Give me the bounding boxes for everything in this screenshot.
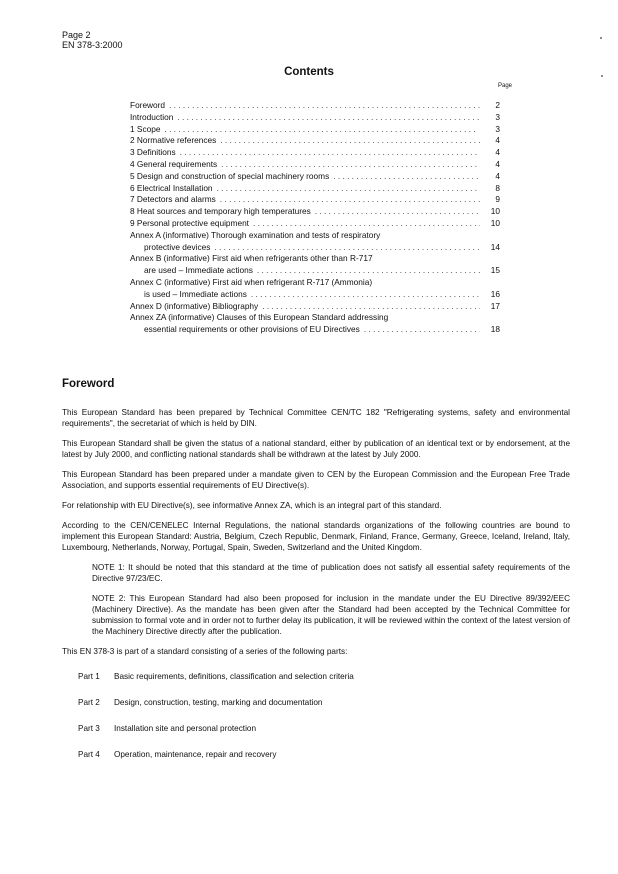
toc-page-number: 10 [490, 206, 500, 217]
toc-entry-title: 5 Design and construction of special machinery rooms [130, 170, 330, 181]
table-of-contents [130, 100, 500, 336]
dot-leader [164, 124, 480, 136]
toc-page-number: 3 [495, 111, 500, 122]
part-item [78, 671, 570, 682]
note: NOTE 1: It should be noted that this standard at the time of publication does not satisfy all essential safety requirements of the Directive 97/23/EC. [92, 563, 570, 583]
toc-entry-heading [130, 230, 500, 242]
paragraph: This European Standard has been prepared under a mandate given to CEN by the European Commission and the European Free Trade Association, and supports essential requirements of EU Directive(s). [62, 470, 570, 490]
toc-page-number: 18 [490, 324, 500, 335]
part-title: Design, construction, testing, marking and documentation [114, 698, 323, 707]
paragraph: This European Standard shall be given the status of a national standard, either by publication of an identical text or by endorsement, at the latest by July 2000, and conflicting national standards shall be withdrawn at the latest by July 2000. [62, 439, 570, 459]
toc-entry[interactable] [130, 159, 500, 171]
toc-entry[interactable] [130, 147, 500, 159]
toc-entry[interactable] [130, 301, 500, 313]
toc-entry-title: 7 Detectors and alarms [130, 194, 216, 205]
part-item [78, 723, 570, 734]
dot-leader [180, 147, 480, 159]
toc-page-number: 4 [495, 170, 500, 181]
paragraph: According to the CEN/CENELEC Internal Regulations, the national standards organizations of the following countries are bound to implement this European Standard: Austria, Belgium, Czech Republic, Denmark, Finland, France, Germany, Greece, Iceland, Ireland, Italy, Luxembourg, Netherlands, Norway, Portugal, Spain, Sweden, Switzerland and the United Kingdom. [62, 521, 570, 552]
paragraph: This EN 378-3 is part of a standard consisting of a series of the following parts: [62, 647, 348, 656]
page-column-label: Page [498, 83, 513, 89]
toc-page-number: 16 [490, 288, 500, 299]
part-number: Part 1 [78, 672, 100, 681]
toc-entry-title: are used – Immediate actions [144, 265, 253, 276]
scan-speck [600, 37, 602, 39]
foreword-body [62, 407, 570, 775]
dot-leader [364, 324, 480, 336]
toc-entry[interactable] [130, 171, 500, 183]
toc-page-number: 4 [495, 135, 500, 146]
toc-entry[interactable] [130, 194, 500, 206]
dot-leader [221, 159, 480, 171]
toc-entry[interactable] [130, 242, 500, 254]
toc-page-number: 10 [490, 217, 500, 228]
dot-leader [333, 171, 480, 183]
toc-entry[interactable] [130, 206, 500, 218]
toc-entry-title: Annex B (informative) First aid when refrigerants other than R-717 [130, 253, 373, 264]
foreword-heading: Foreword [62, 378, 115, 390]
toc-entry[interactable] [130, 218, 500, 230]
part-number: Part 2 [78, 698, 100, 707]
dot-leader [177, 112, 480, 124]
toc-entry-title: Foreword [130, 100, 166, 110]
part-number: Part 3 [78, 724, 100, 733]
part-title: Installation site and personal protection [114, 724, 257, 733]
toc-entry[interactable] [130, 183, 500, 195]
dot-leader [262, 301, 480, 313]
page-number: Page 2 [62, 30, 91, 40]
part-item [78, 749, 570, 760]
toc-page-number: 15 [490, 265, 500, 276]
toc-entry[interactable] [130, 324, 500, 336]
dot-leader [251, 289, 480, 301]
toc-entry[interactable] [130, 100, 500, 112]
toc-entry-title: 9 Personal protective equipment [130, 217, 249, 228]
toc-entry-title: Annex D (informative) Bibliography [130, 300, 259, 311]
toc-page-number: 17 [490, 300, 500, 311]
standard-id: EN 378-3:2000 [62, 40, 123, 50]
toc-entry-title: protective devices [144, 241, 211, 252]
toc-page-number: 8 [495, 182, 500, 193]
toc-page-number: 9 [495, 194, 500, 205]
toc-entry[interactable] [130, 124, 500, 136]
dot-leader [257, 265, 480, 277]
part-title: Operation, maintenance, repair and recovery [114, 750, 277, 759]
toc-entry-title: Annex C (informative) First aid when refrigerant R-717 (Ammonia) [130, 276, 373, 287]
note: NOTE 2: This European Standard had also been proposed for inclusion in the mandate under the EU Directive 89/392/EEC (Machinery Directive). As the mandate has been given after the Standard had been accepted by the Technical Committee for submission to formal vote and in order not to further delay its publication, it will be reviewed within the context of the latest version of the Machinery Directive directly after the publication. [92, 594, 570, 636]
dot-leader [220, 135, 480, 147]
toc-entry-title: 1 Scope [130, 123, 161, 134]
contents-title: Contents [284, 66, 334, 78]
part-number: Part 4 [78, 750, 100, 759]
page-header [62, 30, 123, 50]
dot-leader [217, 183, 480, 195]
toc-entry-title: is used – Immediate actions [144, 288, 247, 299]
paragraph: For relationship with EU Directive(s), see informative Annex ZA, which is an integral part of this standard. [62, 501, 442, 510]
paragraph: This European Standard has been prepared by Technical Committee CEN/TC 182 "Refrigerating systems, safety and environmental requirements", the secretariat of which is held by DIN. [62, 408, 570, 428]
dot-leader [214, 242, 480, 254]
toc-page-number: 14 [490, 241, 500, 252]
dot-leader [220, 194, 480, 206]
toc-entry[interactable] [130, 265, 500, 277]
toc-page-number: 4 [495, 147, 500, 158]
toc-page-number: 2 [495, 100, 500, 110]
toc-entry-title: 6 Electrical Installation [130, 182, 213, 193]
toc-page-number: 4 [495, 158, 500, 169]
part-item [78, 697, 570, 708]
toc-entry-title: 4 General requirements [130, 158, 218, 169]
toc-entry[interactable] [130, 112, 500, 124]
part-title: Basic requirements, definitions, classification and selection criteria [114, 672, 354, 681]
toc-entry[interactable] [130, 135, 500, 147]
toc-entry-heading [130, 277, 500, 289]
toc-entry-title: Annex A (informative) Thorough examination and tests of respiratory [130, 229, 381, 240]
toc-entry-title: 3 Definitions [130, 147, 176, 158]
toc-entry-heading [130, 253, 500, 265]
toc-entry-title: Annex ZA (informative) Clauses of this European Standard addressing [130, 312, 389, 323]
toc-entry-title: 2 Normative references [130, 135, 217, 146]
toc-entry-title: Introduction [130, 111, 174, 122]
toc-entry-heading [130, 312, 500, 324]
toc-entry[interactable] [130, 289, 500, 301]
toc-entry-title: 8 Heat sources and temporary high temperatures [130, 206, 311, 217]
toc-page-number: 3 [495, 123, 500, 134]
toc-entry-title: essential requirements or other provisions of EU Directives [144, 324, 360, 335]
dot-leader [169, 100, 480, 112]
dot-leader [253, 218, 480, 230]
dot-leader [315, 206, 480, 218]
